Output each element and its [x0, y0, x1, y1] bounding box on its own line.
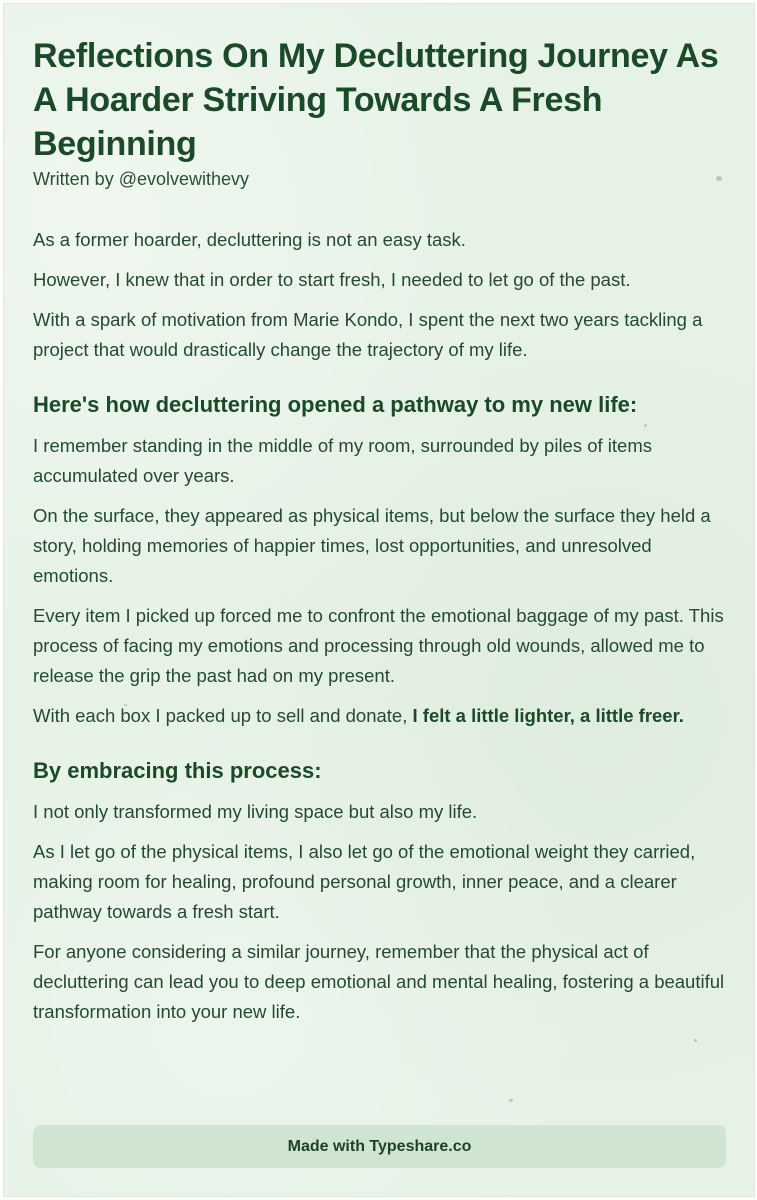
section-heading-pathway: Here's how decluttering opened a pathway to my new life: — [33, 392, 638, 417]
intro-paragraph: With a spark of motivation from Marie Kondo, I spent the next two years tackling a project that would drastically change the trajectory of my life. — [33, 309, 703, 360]
article — [33, 34, 733, 1037]
paper-speck — [694, 1039, 697, 1042]
closing-lead-text: With each box I packed up to sell and donate, — [33, 705, 413, 726]
section2-paragraph: I not only transformed my living space but also my life. — [33, 801, 478, 822]
paper-speck — [509, 1099, 513, 1102]
section-heading-embracing: By embracing this process: — [33, 758, 322, 783]
article-byline: Written by @evolvewithevy — [33, 169, 250, 189]
intro-paragraph: However, I knew that in order to start fresh, I needed to let go of the past. — [33, 269, 631, 290]
section2-paragraph: For anyone considering a similar journey, remember that the physical act of decluttering can lead you to deep emotional and mental healing, fostering a beautiful transformation into your new life. — [33, 941, 725, 1022]
section2-paragraph: As I let go of the physical items, I also let go of the emotional weight they carried, making room for healing, profound personal growth, inner peace, and a clearer pathway towards a fresh start. — [33, 841, 696, 922]
section1-paragraph: I remember standing in the middle of my room, surrounded by piles of items accumulated over years. — [33, 435, 653, 486]
closing-bold-text: I felt a little lighter, a little freer. — [412, 705, 684, 726]
section1-paragraph: Every item I picked up forced me to confront the emotional baggage of my past. This process of facing my emotions and processing through old wounds, allowed me to release the grip the past had on my present. — [33, 605, 724, 686]
intro-section — [33, 225, 733, 365]
typeshare-footer-banner — [33, 1125, 726, 1168]
section1-closing-paragraph — [33, 701, 733, 731]
post-card — [3, 3, 755, 1197]
footer-label: Made with Typeshare.co — [287, 1137, 472, 1155]
article-title: Reflections On My Decluttering Journey As A Hoarder Striving Towards A Fresh Beginning — [33, 37, 719, 163]
section1-paragraph: On the surface, they appeared as physical items, but below the surface they held a story, holding memories of happier times, lost opportunities, and unresolved emotions. — [33, 505, 711, 586]
intro-paragraph: As a former hoarder, decluttering is not an easy task. — [33, 229, 466, 250]
